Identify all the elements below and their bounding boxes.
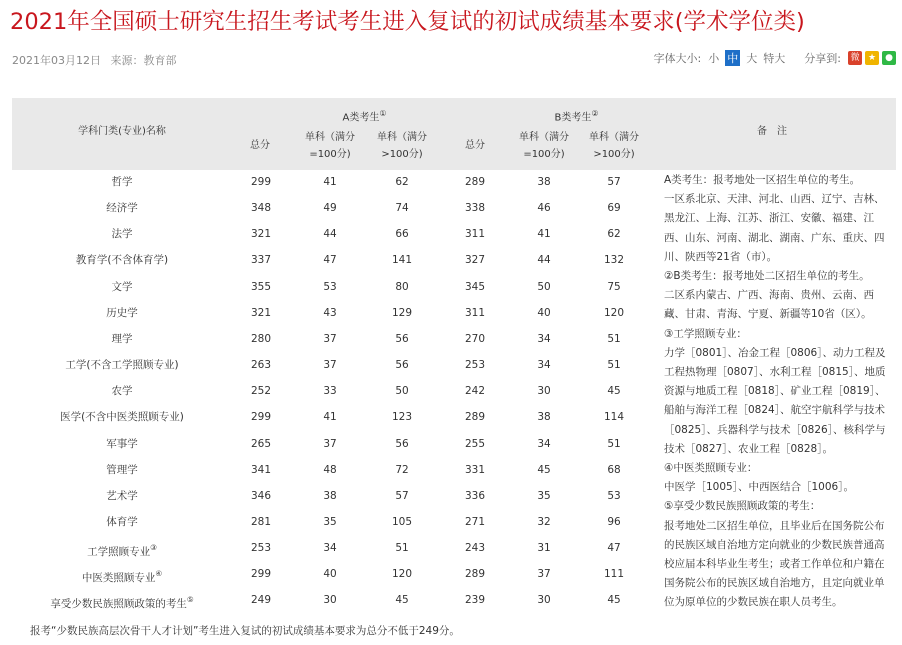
header-a-single-gt100-line1: 单科（满分 xyxy=(377,132,427,143)
a-total-cell: 299 xyxy=(250,568,272,581)
b-single-100-cell: 30 xyxy=(537,385,551,398)
header-subject: 学科门类(专业)名称 xyxy=(78,126,166,137)
header-a-single-100-line2: =100分) xyxy=(309,149,351,160)
b-single-100-cell: 41 xyxy=(537,228,551,241)
b-total-cell: 311 xyxy=(464,228,486,241)
header-remark: 备 注 xyxy=(757,126,787,137)
note-5: ③工学照顾专业： xyxy=(664,327,747,340)
b-single-gt100-cell: 62 xyxy=(607,228,621,241)
subject-name-cell xyxy=(12,483,232,509)
subject-name-cell xyxy=(12,300,232,326)
a-total-cell: 281 xyxy=(250,515,272,528)
note-2: 一区系北京、天津、河北、山西、辽宁、吉林、黑龙江、上海、江苏、浙江、安徽、福建、江西、山东、河南、湖北、湖南、广东、重庆、四川、陕西等21省（市）。 xyxy=(664,193,885,263)
a-single-100-cell: 47 xyxy=(323,254,337,267)
b-single-100-cell: 38 xyxy=(537,411,551,424)
header-b-single-gt100-line1: 单科（满分 xyxy=(589,132,639,143)
subject-name: 理学 xyxy=(111,332,133,345)
subject-name-cell xyxy=(12,326,232,352)
table-row xyxy=(12,535,660,561)
b-single-100-cell: 32 xyxy=(537,515,551,528)
b-total-cell: 345 xyxy=(464,280,486,293)
toolbar xyxy=(654,50,896,66)
font-size-medium-button[interactable]: 中 xyxy=(727,52,739,65)
note-3: ②B类考生：报考地处二区招生单位的考生。 xyxy=(664,270,870,283)
b-total-cell: 239 xyxy=(464,594,486,607)
note-6: 力学［0801］、冶金工程［0806］、动力工程及工程热物理［0807］、水利工程［0815］、地质资源与地质工程［0818］、矿业工程［0819］、船舶与海洋工程［0824］、航空宇航科学与技术［0825］、兵器科学与技术［0826］、核科学与技术［0827］、农业工程［0828］。 xyxy=(664,346,886,455)
subject-name-cell xyxy=(12,221,232,247)
header-a-single-100-line1: 单科（满分 xyxy=(305,132,355,143)
table-row xyxy=(12,483,660,509)
a-single-100-cell: 33 xyxy=(323,385,337,398)
b-single-100-cell: 40 xyxy=(537,306,551,319)
header-b-single-gt100-line2: >100分) xyxy=(593,149,635,160)
b-single-gt100-cell: 75 xyxy=(607,280,621,293)
b-total-cell: 242 xyxy=(464,385,486,398)
a-total-cell: 337 xyxy=(250,254,272,267)
subject-footnote-mark: ⑤ xyxy=(186,595,194,605)
page-title: 2021年全国硕士研究生招生考试考生进入复试的初试成绩基本要求(学术学位类) xyxy=(10,9,805,35)
subject-name-cell xyxy=(12,195,232,221)
a-single-gt100-cell: 80 xyxy=(395,280,409,293)
subject-name: 医学(不含中医类照顾专业) xyxy=(60,411,184,424)
b-single-gt100-cell: 111 xyxy=(603,568,625,581)
a-total-cell: 299 xyxy=(250,411,272,424)
a-single-gt100-cell: 120 xyxy=(391,568,413,581)
b-single-100-cell: 46 xyxy=(537,202,551,215)
a-single-100-cell: 41 xyxy=(323,176,337,188)
a-single-100-cell: 34 xyxy=(323,542,337,555)
a-single-gt100-cell: 72 xyxy=(395,463,409,476)
footnote: 报考“少数民族高层次骨干人才计划”考生进入复试的初试成绩基本要求为总分不低于249分。 xyxy=(30,625,460,637)
subject-footnote-mark: ④ xyxy=(155,569,163,579)
a-single-gt100-cell: 56 xyxy=(395,437,409,450)
note-9: ⑤享受少数民族照顾政策的考生： xyxy=(664,500,821,513)
b-single-gt100-cell: 69 xyxy=(607,202,621,215)
b-total-cell: 270 xyxy=(464,332,486,345)
a-single-gt100-cell: 56 xyxy=(395,332,409,345)
b-total-cell: 338 xyxy=(464,202,486,215)
a-single-gt100-cell: 74 xyxy=(395,202,409,215)
subject-name-cell xyxy=(12,431,232,457)
subject-name: 法学 xyxy=(111,228,133,241)
wechat-icon[interactable]: ● xyxy=(882,51,896,65)
a-total-cell: 252 xyxy=(250,385,272,398)
note-10: 报考地处二区招生单位，且毕业后在国务院公布的民族区域自治地方定向就业的少数民族普通高校应届本科毕业生考生；或者工作单位和户籍在国务院公布的民族区域自治地方，且定向就业单位为原单位的少数民族在职人员考生。 xyxy=(664,519,885,609)
subject-name-cell xyxy=(12,509,232,535)
subject-name: 文学 xyxy=(111,280,133,293)
b-single-gt100-cell: 120 xyxy=(603,306,625,319)
b-single-100-cell: 37 xyxy=(537,568,551,581)
subject-name: 军事学 xyxy=(106,437,138,450)
font-size-small-button[interactable]: 小 xyxy=(708,52,720,65)
article-meta xyxy=(12,52,183,68)
note-8: 中医学［1005］、中西医结合［1006］。 xyxy=(664,481,854,494)
a-single-gt100-cell: 50 xyxy=(395,385,409,398)
a-single-100-cell: 30 xyxy=(323,594,337,607)
subject-name: 中医类照顾专业 xyxy=(81,572,156,585)
subject-name: 享受少数民族照顾政策的考生 xyxy=(50,598,187,611)
b-total-cell: 289 xyxy=(464,411,486,424)
table-row xyxy=(12,378,660,404)
subject-name-cell xyxy=(12,378,232,404)
table-row xyxy=(12,587,660,613)
subject-name-cell xyxy=(12,274,232,300)
table-row xyxy=(12,457,660,483)
subject-name: 管理学 xyxy=(106,463,138,476)
a-single-100-cell: 48 xyxy=(323,463,337,476)
font-size-large-button[interactable]: 大 xyxy=(746,52,758,65)
table-row xyxy=(12,326,660,352)
b-total-cell: 253 xyxy=(464,359,486,372)
b-single-gt100-cell: 51 xyxy=(607,332,621,345)
header-b-single-gt100 xyxy=(578,129,650,163)
b-total-cell: 255 xyxy=(464,437,486,450)
a-total-cell: 321 xyxy=(250,228,272,241)
header-b-single-100-line1: 单科（满分 xyxy=(519,132,569,143)
table-row xyxy=(12,274,660,300)
header-a-group-label: A类考生 xyxy=(342,112,380,124)
b-single-gt100-cell: 51 xyxy=(607,437,621,450)
header-a-total: 总分 xyxy=(250,140,270,151)
subject-name-cell xyxy=(12,247,232,273)
table-row xyxy=(12,404,660,430)
b-single-gt100-cell: 57 xyxy=(607,176,621,188)
a-single-gt100-cell: 141 xyxy=(391,254,413,267)
a-single-100-cell: 49 xyxy=(323,202,337,215)
b-total-cell: 311 xyxy=(464,306,486,319)
a-single-gt100-cell: 51 xyxy=(395,542,409,555)
subject-name: 教育学(不含体育学) xyxy=(75,254,169,267)
header-b-single-100 xyxy=(509,129,579,163)
subject-name: 历史学 xyxy=(106,306,138,319)
table-row xyxy=(12,221,660,247)
a-single-100-cell: 44 xyxy=(323,228,337,241)
a-single-gt100-cell: 45 xyxy=(395,594,409,607)
b-single-100-cell: 45 xyxy=(537,463,551,476)
header-a-mark: ① xyxy=(379,109,387,118)
b-single-100-cell: 50 xyxy=(537,280,551,293)
subject-name: 哲学 xyxy=(111,176,133,188)
b-single-gt100-cell: 53 xyxy=(607,489,621,502)
b-single-100-cell: 30 xyxy=(537,594,551,607)
a-total-cell: 346 xyxy=(250,489,272,502)
header-b-group xyxy=(504,105,649,126)
b-total-cell: 327 xyxy=(464,254,486,267)
b-single-100-cell: 34 xyxy=(537,359,551,372)
table-header xyxy=(12,98,896,170)
a-total-cell: 263 xyxy=(250,359,272,372)
b-single-100-cell: 35 xyxy=(537,489,551,502)
a-single-gt100-cell: 66 xyxy=(395,228,409,241)
a-single-100-cell: 40 xyxy=(323,568,337,581)
b-single-100-cell: 31 xyxy=(537,542,551,555)
a-single-100-cell: 38 xyxy=(323,489,337,502)
a-total-cell: 253 xyxy=(250,542,272,555)
a-total-cell: 341 xyxy=(250,463,272,476)
table-row xyxy=(12,352,660,378)
header-b-mark: ② xyxy=(591,109,599,118)
share-label: 分享到: xyxy=(804,52,841,65)
b-single-gt100-cell: 45 xyxy=(607,594,621,607)
a-single-100-cell: 37 xyxy=(323,359,337,372)
b-total-cell: 243 xyxy=(464,542,486,555)
subject-name: 工学照顾专业 xyxy=(87,546,151,559)
table-row xyxy=(12,169,660,195)
subject-name-cell xyxy=(12,169,232,195)
source-label: 来源：教育部 xyxy=(110,54,177,67)
font-size-xlarge-button[interactable]: 特大 xyxy=(763,52,786,65)
table-row xyxy=(12,300,660,326)
weibo-icon[interactable]: 微 xyxy=(848,51,862,65)
b-single-100-cell: 44 xyxy=(537,254,551,267)
header-b-total: 总分 xyxy=(465,140,485,151)
b-total-cell: 336 xyxy=(464,489,486,502)
a-total-cell: 249 xyxy=(250,594,272,607)
a-single-gt100-cell: 129 xyxy=(391,306,413,319)
b-total-cell: 289 xyxy=(464,176,486,188)
a-total-cell: 265 xyxy=(250,437,272,450)
header-b-group-label: B类考生 xyxy=(554,112,592,124)
table-row xyxy=(12,431,660,457)
qzone-icon[interactable]: ★ xyxy=(865,51,879,65)
b-single-100-cell: 38 xyxy=(537,176,551,188)
a-single-gt100-cell: 105 xyxy=(391,515,413,528)
publish-date: 2021年03月12日 xyxy=(12,54,101,67)
subject-name-cell xyxy=(12,404,232,430)
a-total-cell: 299 xyxy=(250,176,272,188)
a-single-100-cell: 37 xyxy=(323,437,337,450)
b-single-gt100-cell: 68 xyxy=(607,463,621,476)
table-row xyxy=(12,195,660,221)
header-b-single-100-line2: =100分) xyxy=(523,149,565,160)
header-a-single-gt100 xyxy=(367,129,437,163)
b-single-100-cell: 34 xyxy=(537,437,551,450)
header-a-single-gt100-line2: >100分) xyxy=(381,149,423,160)
a-single-100-cell: 37 xyxy=(323,332,337,345)
header-a-single-100 xyxy=(295,129,365,163)
b-single-gt100-cell: 47 xyxy=(607,542,621,555)
a-single-100-cell: 41 xyxy=(323,411,337,424)
a-single-gt100-cell: 123 xyxy=(391,411,413,424)
table-row xyxy=(12,247,660,273)
subject-name: 体育学 xyxy=(106,515,138,528)
subject-name-cell xyxy=(12,457,232,483)
subject-name: 农学 xyxy=(111,385,133,398)
a-total-cell: 280 xyxy=(250,332,272,345)
a-single-gt100-cell: 62 xyxy=(395,176,409,188)
table-row xyxy=(12,561,660,587)
subject-name-cell xyxy=(12,587,232,617)
a-total-cell: 348 xyxy=(250,202,272,215)
a-single-100-cell: 35 xyxy=(323,515,337,528)
b-total-cell: 271 xyxy=(464,515,486,528)
a-single-100-cell: 53 xyxy=(323,280,337,293)
subject-name: 艺术学 xyxy=(106,489,138,502)
b-single-gt100-cell: 96 xyxy=(607,515,621,528)
header-a-group xyxy=(292,105,437,126)
b-single-gt100-cell: 132 xyxy=(603,254,625,267)
note-7: ④中医类照顾专业： xyxy=(664,462,758,475)
a-total-cell: 321 xyxy=(250,306,272,319)
remark-notes xyxy=(664,171,886,613)
b-total-cell: 289 xyxy=(464,568,486,581)
a-single-gt100-cell: 57 xyxy=(395,489,409,502)
b-total-cell: 331 xyxy=(464,463,486,476)
b-single-gt100-cell: 51 xyxy=(607,359,621,372)
table-row xyxy=(12,509,660,535)
b-single-gt100-cell: 45 xyxy=(607,385,621,398)
subject-footnote-mark: ③ xyxy=(150,543,157,553)
b-single-gt100-cell: 114 xyxy=(603,411,625,424)
note-1: A类考生：报考地处一区招生单位的考生。 xyxy=(664,174,861,186)
subject-name-cell xyxy=(12,352,232,378)
b-single-100-cell: 34 xyxy=(537,332,551,345)
font-size-label: 字体大小: xyxy=(653,52,702,65)
note-4: 二区系内蒙古、广西、海南、贵州、云南、西藏、甘肃、青海、宁夏、新疆等10省（区）。 xyxy=(664,289,874,321)
a-total-cell: 355 xyxy=(250,280,272,293)
a-single-100-cell: 43 xyxy=(323,306,337,319)
subject-name: 工学(不含工学照顾专业) xyxy=(65,359,179,372)
a-single-gt100-cell: 56 xyxy=(395,359,409,372)
subject-name: 经济学 xyxy=(106,202,138,215)
